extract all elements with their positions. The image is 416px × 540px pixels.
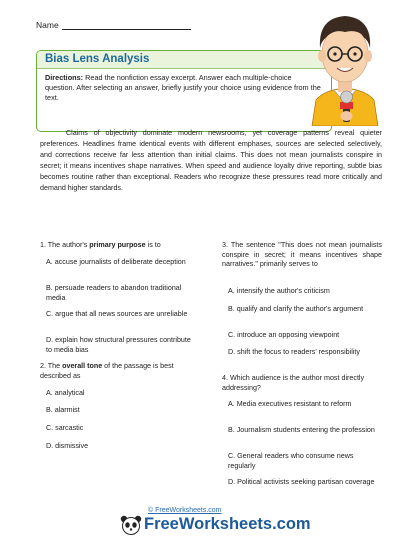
freeworksheets-logo bbox=[120, 515, 311, 535]
q4-option-a: A. Media executives resistant to reform bbox=[228, 400, 352, 408]
q1-option-a: A. accuse journalists of deliberate deception bbox=[46, 258, 186, 266]
q2-option-a: A. analytical bbox=[46, 389, 85, 397]
q3-option-d: D. shift the focus to readers' responsibility bbox=[228, 348, 360, 356]
q1-option-d: D. explain how structural pressures contribute to media bias bbox=[46, 336, 191, 354]
q2-option-b: B. alarmist bbox=[46, 406, 80, 414]
q3-option-c: C. introduce an opposing viewpoint bbox=[228, 331, 340, 339]
title-box bbox=[36, 50, 332, 132]
reporter-boy-illustration bbox=[290, 8, 400, 126]
question-1: 1. The author's primary purpose is to bbox=[40, 241, 161, 249]
q3-option-b: B. qualify and clarify the author's argument bbox=[228, 305, 364, 313]
directions bbox=[45, 73, 323, 103]
name-line bbox=[62, 29, 191, 30]
name-label: Name bbox=[36, 20, 59, 30]
essay-passage: Claims of objectivity dominate modern newsrooms, yet coverage patterns reveal quieter preferences. Headlines frame identical events with different emphases, sources are selected selectively, and corrections receive far less attention than initial claims. This does not mean journalists conspire in secret; it means incentives shape narratives. When speed and audience loyalty drive reporting, subtle bias becomes routine rather than exceptional. Readers who recognize these pressures read more critically and demand higher standards. bbox=[40, 129, 382, 192]
directions-label: Directions: bbox=[45, 73, 84, 82]
directions-text: Read the nonfiction essay excerpt. Answer each multiple-choice question. After selecting an answer, briefly justify your choice using evidence from the text. bbox=[45, 73, 321, 102]
q4-option-c: C. General readers who consume news regularly bbox=[228, 452, 354, 470]
panda-icon bbox=[120, 515, 142, 535]
worksheet-title: Bias Lens Analysis bbox=[45, 53, 150, 65]
q4-option-d: D. Political activists seeking partisan coverage bbox=[228, 478, 375, 486]
q1-option-b: B. persuade readers to abandon traditional media bbox=[46, 284, 182, 302]
q4-option-b: B. Journalism students entering the profession bbox=[228, 426, 375, 434]
logo-text: FreeWorksheets.com bbox=[144, 515, 311, 533]
footer-link[interactable]: © FreeWorksheets.com bbox=[148, 507, 222, 514]
question-2: 2. The overall tone of the passage is best described as bbox=[40, 362, 174, 380]
q3-option-a: A. intensify the author's criticism bbox=[228, 287, 330, 295]
q2-option-c: C. sarcastic bbox=[46, 424, 84, 432]
q2-option-d: D. dismissive bbox=[46, 442, 89, 450]
question-3: 3. The sentence "This does not mean journalists conspire in secret; it means incentives shape narratives." primarily serves to bbox=[222, 241, 382, 269]
q1-option-c: C. argue that all news sources are unreliable bbox=[46, 310, 188, 318]
question-4: 4. Which audience is the author most directly addressing? bbox=[222, 374, 365, 392]
